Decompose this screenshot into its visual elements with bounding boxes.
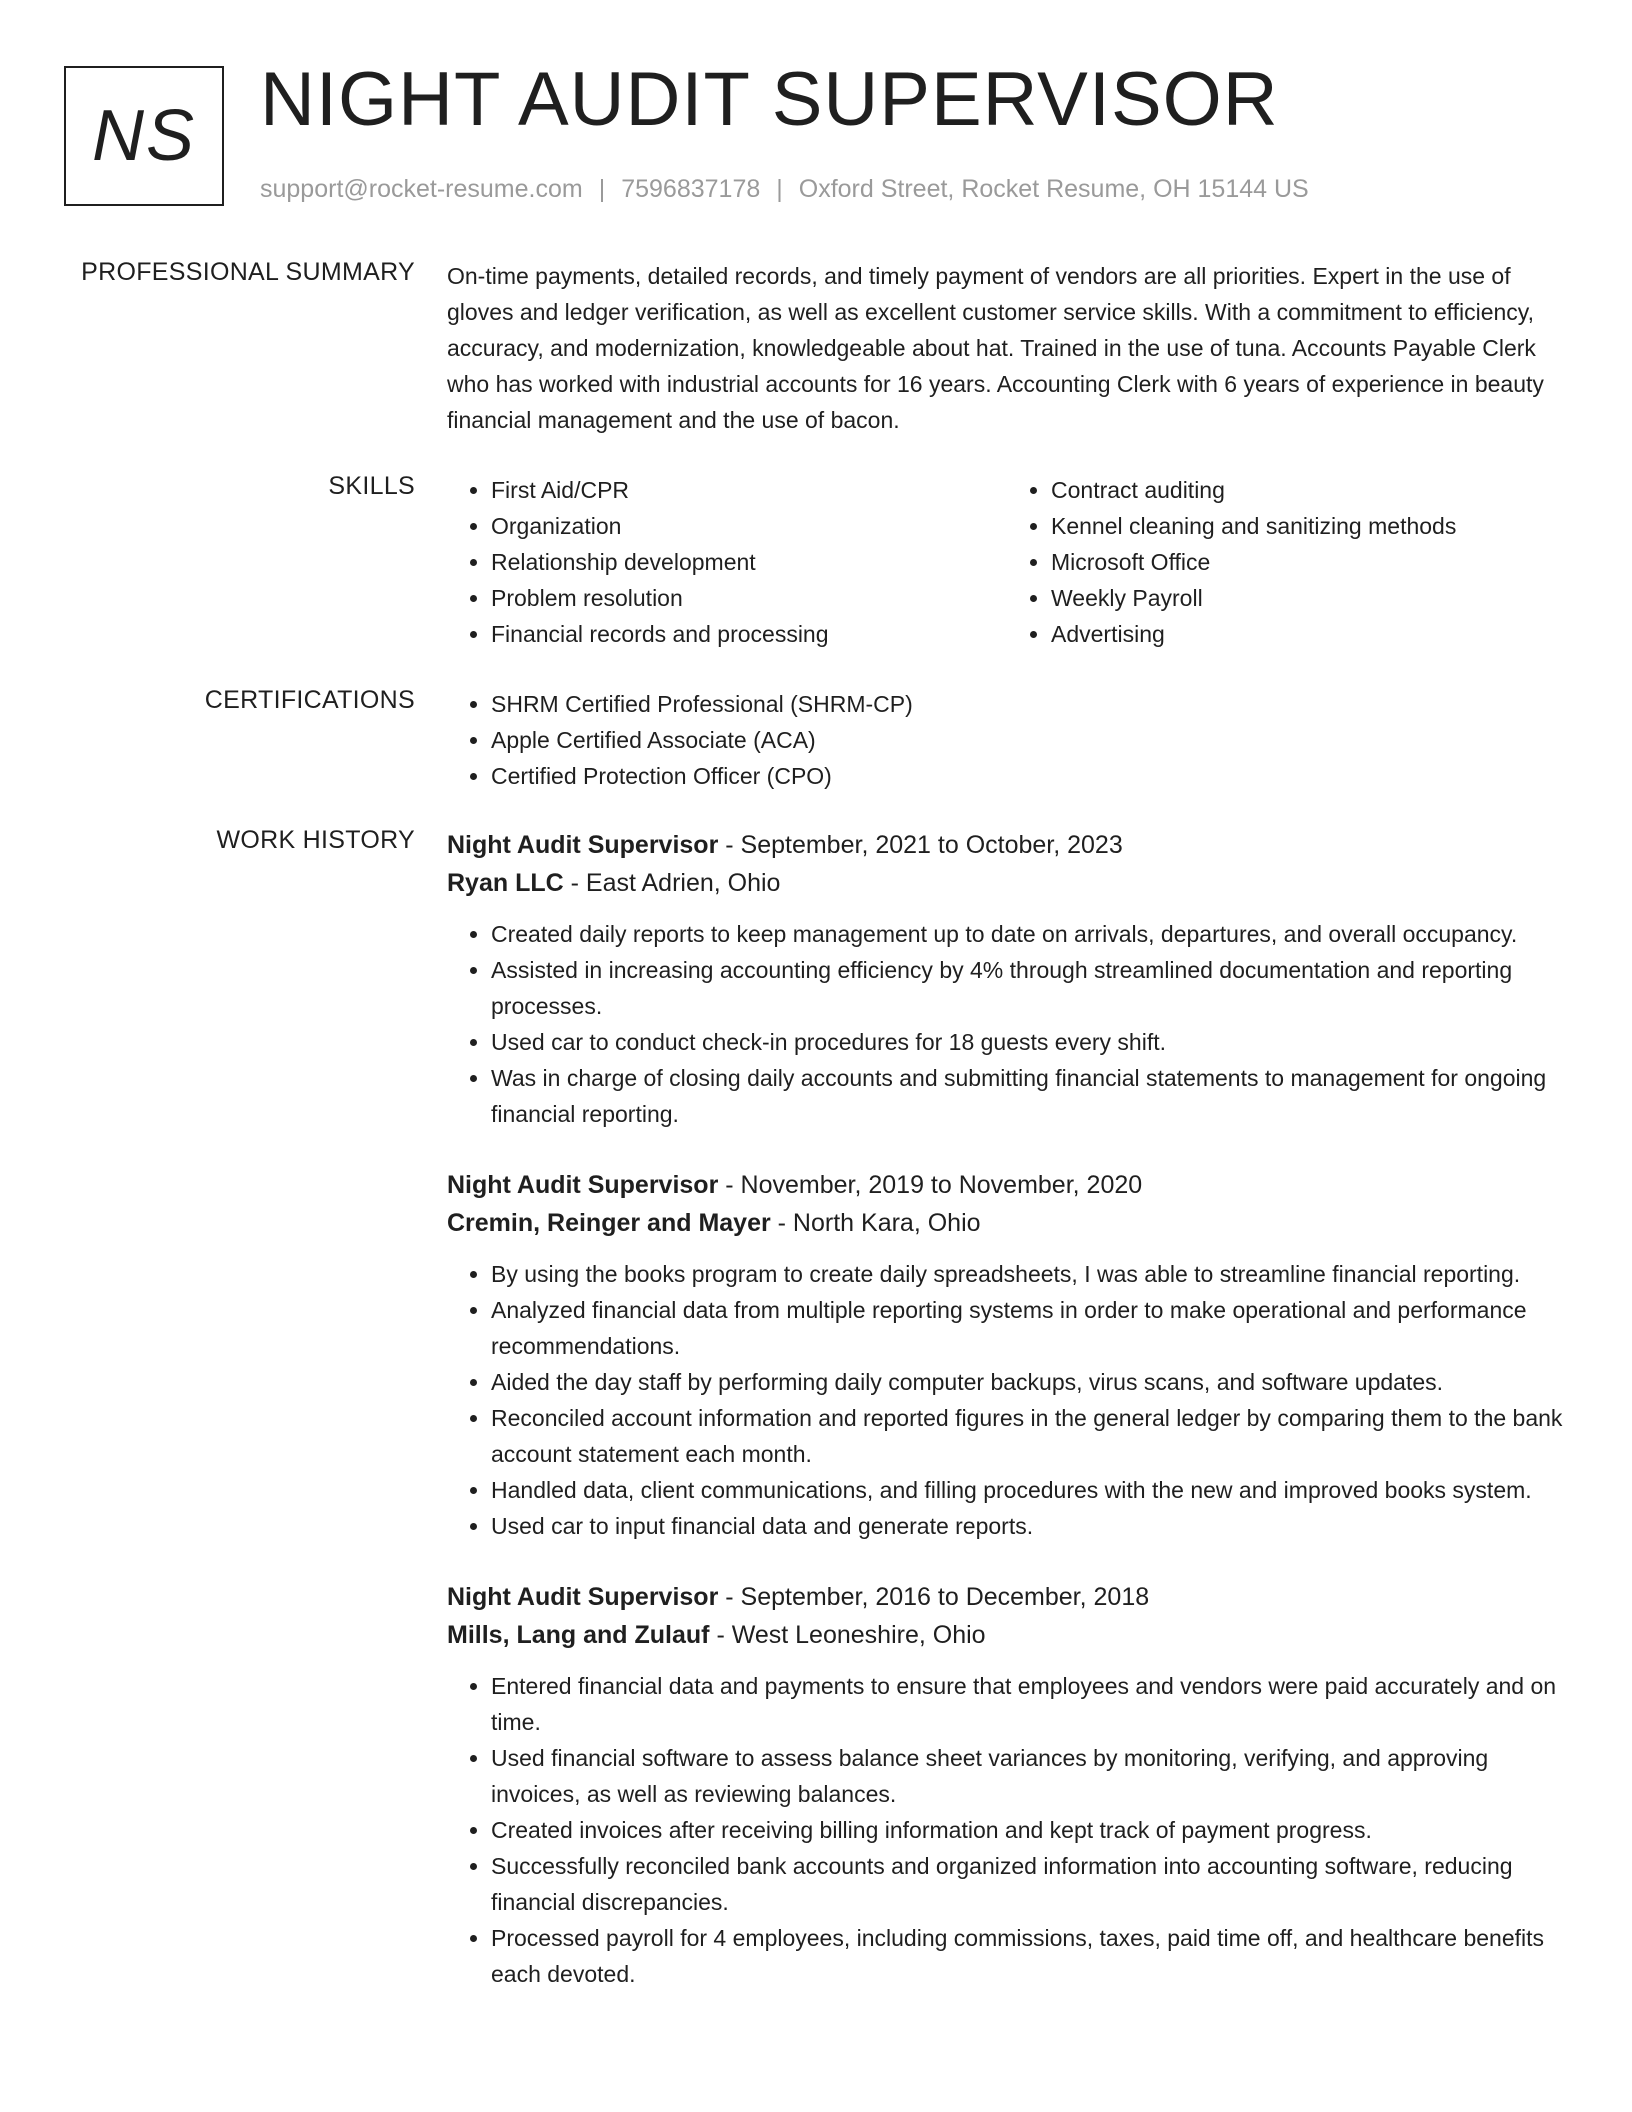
- job-bullet: • Assisted in increasing accounting efficiency by 4% through streamlined documentation and reporting processes.: [491, 952, 1567, 1024]
- monogram-initials: NS: [91, 96, 197, 176]
- skill-item: • Contract auditing: [1051, 472, 1567, 508]
- certification-item: • Certified Protection Officer (CPO): [491, 758, 1567, 794]
- skill-item: • First Aid/CPR: [491, 472, 1007, 508]
- contact-line: [260, 175, 1309, 204]
- job-company-line: [447, 1204, 1567, 1242]
- job-bullet: • Created invoices after receiving billing information and kept track of payment progress.: [491, 1812, 1567, 1848]
- job-location: - East Adrien, Ohio: [563, 869, 781, 897]
- contact-separator: |: [598, 175, 606, 203]
- job-entry: [447, 1578, 1567, 1992]
- certifications-body: [447, 686, 1567, 794]
- job-title-line: [447, 826, 1567, 864]
- work-history-body: [447, 826, 1567, 2026]
- job-role: Night Audit Supervisor: [447, 831, 719, 859]
- job-dates: - November, 2019 to November, 2020: [718, 1171, 1143, 1199]
- certification-item: • Apple Certified Associate (ACA): [491, 722, 1567, 758]
- job-entry: [447, 1166, 1567, 1544]
- job-bullet: • Used car to conduct check-in procedures for 18 guests every shift.: [491, 1024, 1567, 1060]
- contact-separator: |: [776, 175, 783, 203]
- job-company: Ryan LLC: [447, 869, 564, 897]
- skill-item: • Kennel cleaning and sanitizing methods: [1051, 508, 1567, 544]
- job-entry: [447, 826, 1567, 1132]
- job-dates: - September, 2021 to October, 2023: [718, 831, 1123, 859]
- job-company-line: [447, 864, 1567, 902]
- contact-email: support@rocket-resume.com: [260, 175, 583, 203]
- summary-text: On-time payments, detailed records, and timely payment of vendors are all priorities. Expert in the use of gloves and ledger verification, as well as excellent customer service skills. With a commitment to efficiency, accuracy, and modernization, knowledgeable about hat. Trained in the use of tuna. Accounts Payable Clerk who has worked with industrial accounts for 16 years. Accounting Clerk with 6 years of experience in beauty financial management and the use of bacon.: [447, 263, 1544, 433]
- skill-item: • Relationship development: [491, 544, 1007, 580]
- summary-body: [447, 258, 1567, 438]
- work-history-title: WORK HISTORY: [216, 826, 415, 854]
- job-dates: - September, 2016 to December, 2018: [718, 1583, 1150, 1611]
- job-bullet: • Entered financial data and payments to ensure that employees and vendors were paid accurately and on time.: [491, 1668, 1567, 1740]
- job-bullet: • Was in charge of closing daily accounts and submitting financial statements to management for ongoing financial reporting.: [491, 1060, 1567, 1132]
- skill-item: • Advertising: [1051, 616, 1567, 652]
- job-bullet: • Analyzed financial data from multiple reporting systems in order to make operational and performance recommendations.: [491, 1292, 1567, 1364]
- contact-phone: 7596837178: [621, 175, 761, 203]
- job-bullet: • Successfully reconciled bank accounts and organized information into accounting software, reducing financial discrepancies.: [491, 1848, 1567, 1920]
- job-bullets: [447, 916, 1567, 1132]
- job-company: Mills, Lang and Zulauf: [447, 1621, 710, 1649]
- skills-title: SKILLS: [328, 472, 415, 500]
- job-bullet: • Aided the day staff by performing daily computer backups, virus scans, and software updates.: [491, 1364, 1567, 1400]
- job-bullets: [447, 1668, 1567, 1992]
- skill-item: • Microsoft Office: [1051, 544, 1567, 580]
- job-bullet: • Used car to input financial data and generate reports.: [491, 1508, 1567, 1544]
- job-title-line: [447, 1166, 1567, 1204]
- certifications-title: CERTIFICATIONS: [204, 686, 415, 714]
- job-bullet: • Handled data, client communications, and filling procedures with the new and improved books system.: [491, 1472, 1567, 1508]
- skills-list-left: [447, 472, 1007, 652]
- monogram-box: [64, 66, 224, 206]
- summary-title: PROFESSIONAL SUMMARY: [81, 258, 415, 286]
- job-location: - West Leoneshire, Ohio: [709, 1621, 986, 1649]
- job-company: Cremin, Reinger and Mayer: [447, 1209, 771, 1237]
- job-bullets: [447, 1256, 1567, 1544]
- skill-item: • Financial records and processing: [491, 616, 1007, 652]
- job-role: Night Audit Supervisor: [447, 1171, 719, 1199]
- job-bullet: • Used financial software to assess balance sheet variances by monitoring, verifying, and approving invoices, as well as reviewing balances.: [491, 1740, 1567, 1812]
- skills-columns: [447, 472, 1567, 652]
- job-role: Night Audit Supervisor: [447, 1583, 719, 1611]
- skill-item: • Problem resolution: [491, 580, 1007, 616]
- skill-item: • Weekly Payroll: [1051, 580, 1567, 616]
- job-bullet: • Processed payroll for 4 employees, including commissions, taxes, paid time off, and healthcare benefits each devoted.: [491, 1920, 1567, 1992]
- job-bullet: • Reconciled account information and reported figures in the general ledger by comparing them to the bank account statement each month.: [491, 1400, 1567, 1472]
- skills-list-right: [1007, 472, 1567, 652]
- job-company-line: [447, 1616, 1567, 1654]
- certification-item: • SHRM Certified Professional (SHRM-CP): [491, 686, 1567, 722]
- skill-item: • Organization: [491, 508, 1007, 544]
- job-bullet: • Created daily reports to keep management up to date on arrivals, departures, and overall occupancy.: [491, 916, 1567, 952]
- job-location: - North Kara, Ohio: [770, 1209, 981, 1237]
- job-bullet: • By using the books program to create daily spreadsheets, I was able to streamline financial reporting.: [491, 1256, 1567, 1292]
- job-title-line: [447, 1578, 1567, 1616]
- contact-address: Oxford Street, Rocket Resume, OH 15144 US: [798, 175, 1309, 203]
- certifications-list: [447, 686, 1567, 794]
- resume-name: NIGHT AUDIT SUPERVISOR: [260, 57, 1279, 142]
